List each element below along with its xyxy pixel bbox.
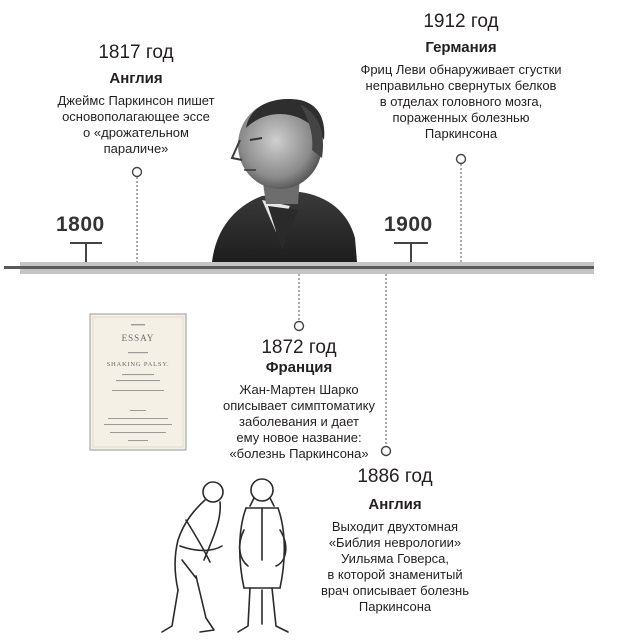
event-description-line: о «дрожательном [83,125,189,140]
event-description-line: врач описывает болезнь [320,583,470,598]
event-description-line: «болезнь Паркинсона» [229,446,369,461]
event-country: Франция [265,359,333,376]
century-tick-1800 [70,243,102,262]
event-description-line: Паркинсона [424,126,498,141]
connector-1872 [295,274,304,331]
event-description-line: заболевания и дает [239,414,359,429]
event-description [346,62,576,142]
event-description-line: параличе» [103,141,169,156]
event-1912 [346,11,576,142]
event-country: Англия [368,496,422,513]
timeline-bar [4,266,594,269]
century-label-1800: 1800 [56,213,105,236]
event-year: 1886 год [357,466,433,487]
event-1817 [46,42,226,157]
event-description-line: Жан-Мартен Шарко [239,382,359,397]
event-description-line: в отделах головного мозга, [379,94,543,109]
event-year: 1872 год [261,337,337,358]
event-description-line: неправильно свернутых белков [365,78,557,93]
event-description-line: Паркинсона [358,599,432,614]
event-country: Германия [425,39,497,56]
portrait-illustration [212,99,357,262]
connector-1912 [457,155,466,263]
event-description-line: Джеймс Паркинсон пишет [57,93,215,108]
event-description-line: Выходит двухтомная [331,519,459,534]
event-description-line: Фриц Леви обнаруживает сгустки [360,62,562,77]
event-description-line: Уильяма Говерса, [340,551,450,566]
century-tick-1900 [394,243,428,262]
event-description [204,382,394,462]
event-description-line: пораженных болезнью [392,110,530,125]
connector-1817 [133,168,142,263]
book-title: ESSAY [121,333,155,343]
event-description-line: описывает симптоматику [223,398,375,413]
event-description-line: основополагающее эссе [62,109,210,124]
event-country: Англия [109,70,163,87]
event-description-line: в которой знаменитый [327,567,463,582]
event-description [295,519,495,615]
event-description-line: «Библия неврологии» [328,535,462,550]
event-year: 1912 год [423,11,499,32]
book-subtitle: SHAKING PALSY. [106,361,170,368]
event-1886 [295,466,495,615]
patients-illustration [162,479,288,632]
event-description [46,93,226,157]
event-1872 [204,337,394,462]
event-description-line: ему новое название: [236,430,362,445]
event-year: 1817 год [98,42,174,63]
century-label-1900: 1900 [384,213,433,236]
